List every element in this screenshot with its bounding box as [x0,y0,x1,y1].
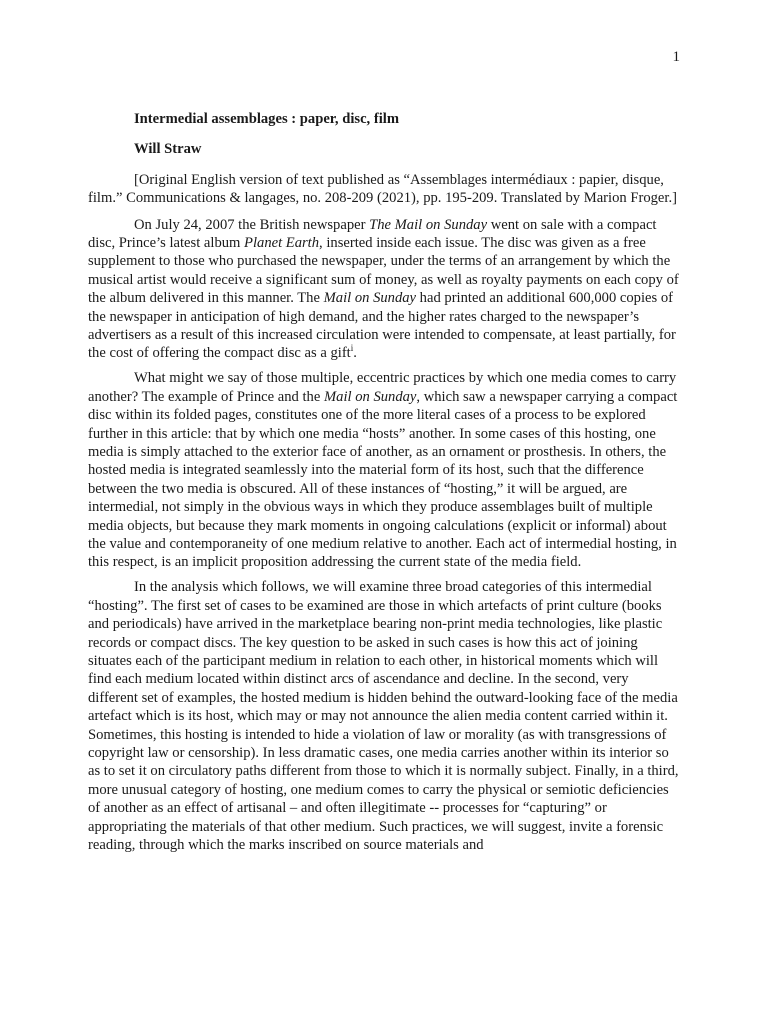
paragraph-text: went on sale with a compact disc, Prince’s latest album [88,216,657,252]
paragraph-text: had printed an additional 600,000 copies of the newspaper in anticipation of high demand, and the higher rates charged to the newspaper’s advertisers as a result of this increased circulation were intended to compensate, at least partially, for the cost of offering the compact disc as a gift [88,290,676,362]
paragraph-2 [88,369,680,571]
document-body [88,110,680,861]
footnote-reference[interactable]: i [350,343,354,354]
publication-note: [Original English version of text published as “Assemblages intermédiaux : papier, disque, film.” Communications & langages, no. 208-209 (2021), pp. 195-209. Translated by Marion Froger.] [88,171,677,207]
paragraph-text: , inserted inside each issue. The disc was given as a free supplement to those who purchased the newspaper, under the terms of an arrangement by which the musical artist would receive a significant sum of money, as well as royalty payments on each copy of the album delivered in this manner. The [88,235,679,307]
newspaper-title: Mail on Sunday [323,388,417,405]
newspaper-title: Mail on Sunday [323,290,417,307]
paragraph-text: , which saw a newspaper carrying a compact disc within its folded pages, constitutes one of the more literal cases of a process to be explored further in this article: that by which one media “hosts” another. In some cases of this hosting, one media is simply attached to the exterior face of another, as an ornament or prosthesis. In others, the hosted media is integrated seamlessly into the material form of its host, such that the difference between the two media is obscured. All of these instances of “hosting,” it will be argued, are intermedial, not simply in the obvious ways in which they produce assemblages built of multiple media objects, but because they mark moments in ongoing calculations (explicit or informal) about the value and contemporaneity of one medium relative to another. Each act of intermedial hosting, in this respect, is an implicit proposition addressing the current state of the media field. [88,388,678,571]
album-title: Planet Earth [244,235,320,252]
paragraph-1 [88,216,680,363]
paragraph-text: . [353,345,357,362]
article-author: Will Straw [134,141,202,158]
paragraph-3: In the analysis which follows, we will examine three broad categories of this intermedial “hosting”. The first set of cases to be examined are those in which artefacts of print culture (books and periodicals) have arrived in the marketplace bearing non-print media technologies, like plastic records or compact discs. The key question to be asked in such cases is how this act of joining situates each of the participant medium in relation to each other, in historical moments which will find each medium located within distinct arcs of ascendance and decline. In the second, very different set of examples, the hosted medium is hidden behind the outward-looking face of the media artefact which is its host, which may or may not announce the alien media content carried within it. Sometimes, this hosting is intended to hide a violation of law or morality (as with transgressions of copyright law or censorship). In less dramatic cases, one media carries another within its interior so as to set it on circulatory paths different from those to which it is normally subject. Finally, in a third, more unusual category of hosting, one medium comes to carry the physical or semiotic deficiencies of another as an effect of artisanal – and often illegitimate -- processes for “capturing” or appropriating the materials of that other medium. Such practices, we will suggest, invite a forensic reading, through which the marks inscribed on source materials and [88,579,679,854]
article-title: Intermedial assemblages : paper, disc, film [134,111,399,127]
paragraph-text: What might we say of those multiple, eccentric practices by which one media comes to carry another? The example of Prince and the [88,370,677,405]
newspaper-title: The Mail on Sunday [369,216,488,233]
page-number: 1 [672,49,680,65]
paragraph-text: On July 24, 2007 the British newspaper [134,216,370,233]
